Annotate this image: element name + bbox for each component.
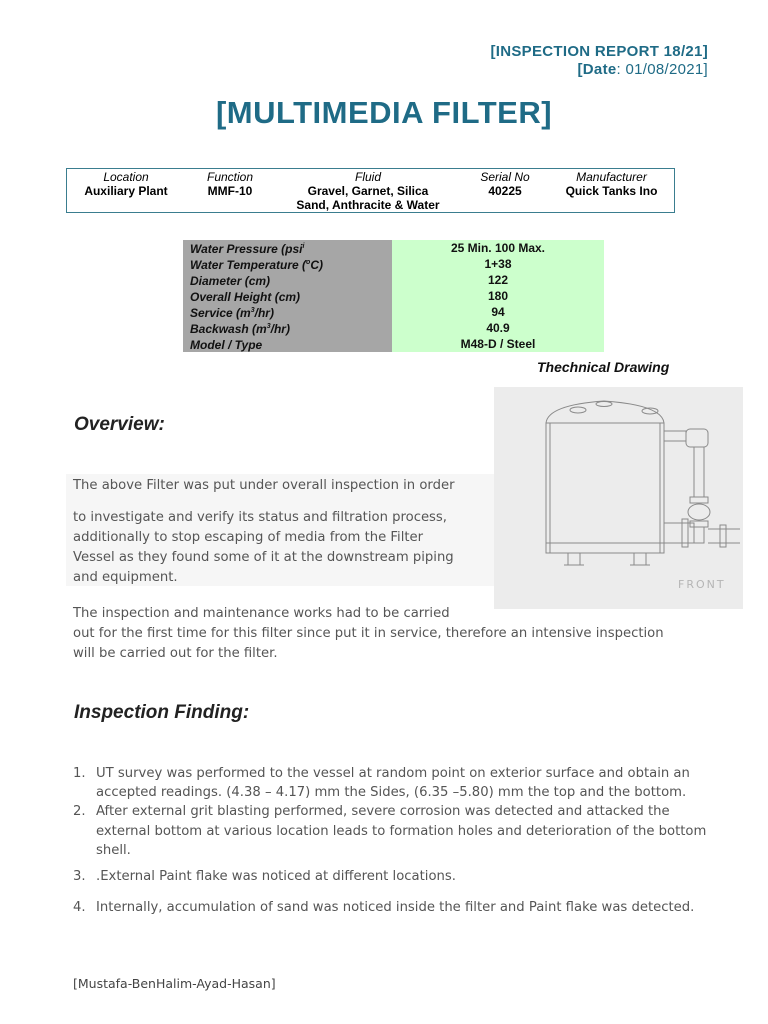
list-item: 4. Internally, accumulation of sand was noticed inside the filter and Paint flake was detected. (73, 900, 695, 916)
overview-line-5: and equipment. (73, 570, 178, 585)
report-number: [INSPECTION REPORT 18/21] (490, 43, 708, 60)
spec-value: 40.9 (392, 320, 604, 336)
list-item: 2. After external grit blasting performed, severe corrosion was detected and attacked the external bottom at various location leads to formation holes and deterioration of the bottom shell. (73, 804, 707, 858)
drawing-caption: Thechnical Drawing (537, 359, 670, 375)
spec-value: 180 (392, 288, 604, 304)
technical-drawing (494, 387, 743, 609)
header-manufacturer: Manufacturer (576, 170, 647, 184)
drawing-view-label: FRONT (678, 578, 726, 591)
header-fluid: Fluid (354, 170, 381, 184)
spec-value: M48-D / Steel (392, 336, 604, 352)
overview-heading: Overview: (74, 414, 165, 435)
spec-label: Model / Type (183, 336, 392, 352)
header-function: Function (206, 170, 254, 184)
cell-fluid-line2: Sand, Anthracite & Water (296, 198, 440, 212)
header-location: Location (103, 170, 149, 184)
list-item: 1. UT survey was performed to the vessel at random point on exterior surface and obtain an accepted readings. (4.38 – 4.17) mm the Sides, (6.35 –5.80) mm the top and the bottom. (73, 766, 690, 801)
overview-line-2: to investigate and verify its status and filtration process, (73, 510, 447, 525)
spec-label: Water Temperature ($^o$C) (183, 256, 392, 272)
spec-label: Service $(m^3/hr)$ (183, 304, 392, 320)
spec-row (183, 336, 604, 352)
spec-label: Overall Height (cm) (183, 288, 392, 304)
document-title: [MULTIMEDIA FILTER] (215, 95, 553, 130)
cell-serial: 40225 (488, 184, 522, 198)
overview-line-8: will be carried out for the filter. (73, 646, 278, 661)
info-data-row (67, 184, 675, 213)
spec-row (183, 240, 604, 256)
spec-value: 1+38 (392, 256, 604, 272)
cell-manufacturer: Quick Tanks Ino (565, 184, 658, 198)
spec-row (183, 304, 604, 320)
overview-line-7: out for the first time for this filter since put it in service, therefore an intensive inspection (73, 626, 664, 641)
spec-row (183, 320, 604, 336)
cell-fluid-line1: Gravel, Garnet, Silica (307, 184, 429, 198)
equipment-info-table (66, 168, 675, 213)
findings-heading: Inspection Finding: (74, 702, 250, 723)
spec-label: Backwash $(m^3/hr)$ (183, 320, 392, 336)
info-header-row (67, 169, 675, 185)
spec-value: 122 (392, 272, 604, 288)
findings-list (73, 764, 713, 917)
header-serial: Serial No (480, 170, 530, 184)
specifications-table (183, 240, 604, 352)
cell-function: MMF-10 (207, 184, 253, 198)
report-date (578, 61, 709, 78)
overview-line-4: Vessel as they found some of it at the downstream piping (73, 550, 454, 565)
list-item: 3. .External Paint flake was noticed at different locations. (73, 869, 456, 885)
spec-value: 25 Min. 100 Max. (392, 240, 604, 256)
overview-line-1: The above Filter was put under overall inspection in order (73, 478, 455, 493)
spec-value: 94 (392, 304, 604, 320)
spec-row (183, 272, 604, 288)
spec-label: Diameter (cm) (183, 272, 392, 288)
overview-line-6: The inspection and maintenance works had to be carried (73, 606, 450, 621)
footer-author: [Mustafa-BenHalim-Ayad-Hasan] (73, 976, 276, 991)
cell-fluid (275, 184, 461, 213)
overview-line-3: additionally to stop escaping of media from the Filter (73, 530, 424, 545)
spec-row (183, 288, 604, 304)
report-date-label: [Date (577, 61, 617, 78)
cell-location: Auxiliary Plant (84, 184, 168, 198)
report-date-value: : 01/08/2021] (616, 61, 708, 78)
spec-label: Water Pressure (psi$^i$ (183, 240, 392, 256)
filter-vessel-drawing-icon (494, 387, 743, 609)
spec-row (183, 256, 604, 272)
